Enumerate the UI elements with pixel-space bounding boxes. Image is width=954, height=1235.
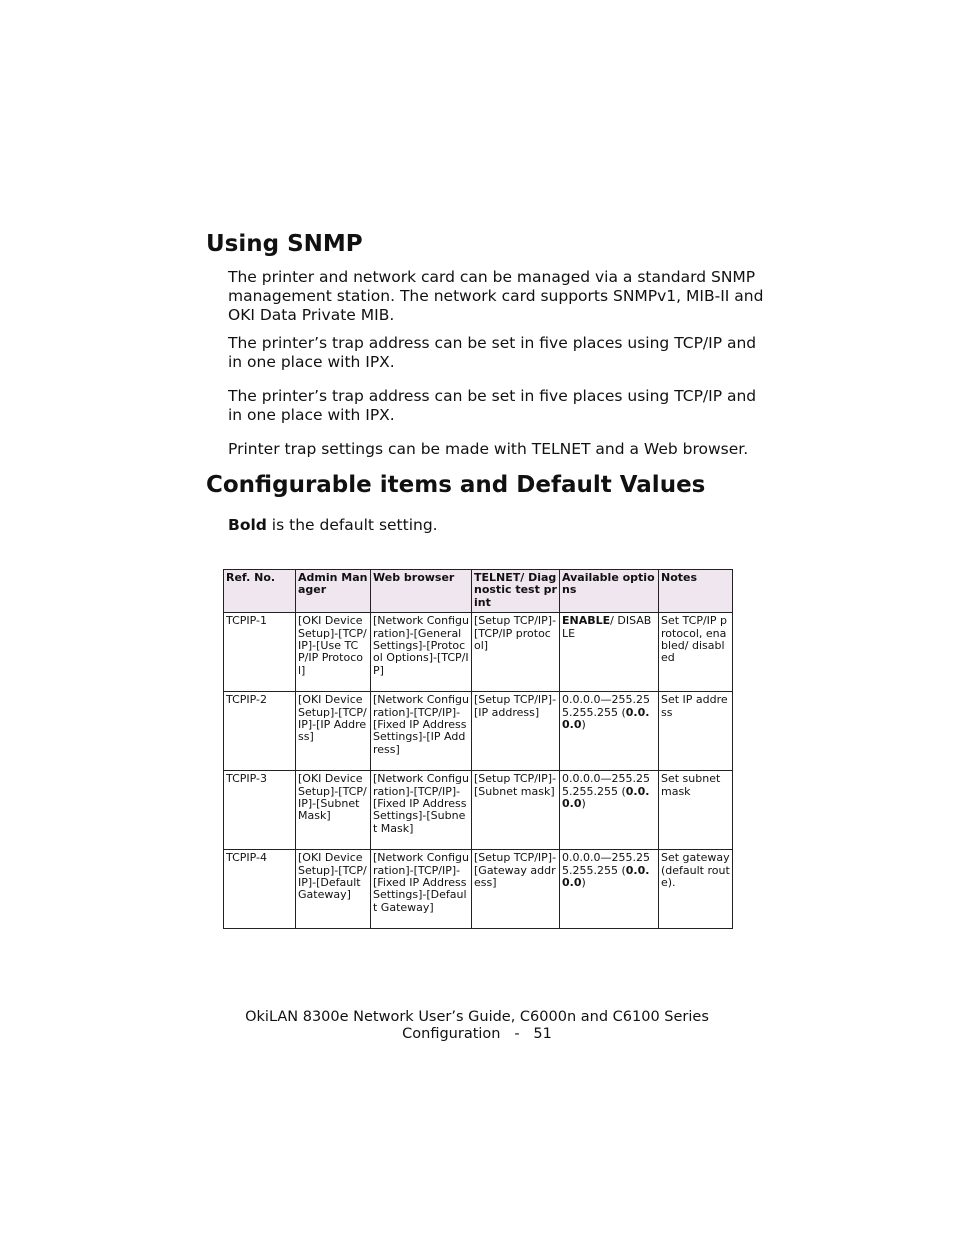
bold-label: Bold: [228, 516, 267, 534]
table-row: [224, 692, 733, 771]
table-row: [224, 771, 733, 850]
footer-page-number: Configuration - 51: [402, 1026, 552, 1042]
header-ref-no: Ref. No.: [224, 570, 296, 613]
default-setting-text: is the default setting.: [266, 516, 438, 534]
options-close: ): [581, 797, 586, 811]
options-close: ): [581, 876, 586, 890]
cell-ref: TCPIP-4: [224, 850, 296, 929]
paragraph-trap-settings: Printer trap settings can be made with TELNET and a Web browser.: [228, 440, 749, 458]
paragraph-trap-address-repeat: The printer’s trap address can be set in five places using TCP/IP and in one place with IPX.: [228, 387, 757, 424]
table-row: [224, 850, 733, 929]
options-range: 0.0.0.0—255.255.255.255 (: [562, 693, 650, 719]
options-close: ): [581, 718, 586, 732]
cell-admin: [OKI Device Setup]-[TCP/IP]-[Subnet Mask]: [296, 771, 371, 850]
options-default: 0.0.0.0: [562, 863, 650, 890]
table-row: [224, 613, 733, 692]
cell-notes: Set IP address: [659, 692, 733, 771]
cell-ref: TCPIP-2: [224, 692, 296, 771]
header-admin-manager: Admin Manager: [296, 570, 371, 613]
cell-notes: Set subnet mask: [659, 771, 733, 850]
cell-ref: TCPIP-1: [224, 613, 296, 692]
cell-ref: TCPIP-3: [224, 771, 296, 850]
cell-telnet: [Setup TCP/IP]-[TCP/IP protocol]: [472, 613, 560, 692]
footer-title: OkiLAN 8300e Network User’s Guide, C6000n and C6100 Series: [245, 1009, 709, 1025]
cell-options: [560, 613, 659, 692]
options-default: 0.0.0.0: [562, 784, 650, 811]
options-range: 0.0.0.0—255.255.255.255 (: [562, 851, 650, 877]
cell-telnet: [Setup TCP/IP]-[Gateway address]: [472, 850, 560, 929]
heading-using-snmp: Using SNMP: [206, 231, 363, 257]
options-range: 0.0.0.0—255.255.255.255 (: [562, 772, 650, 798]
cell-notes: Set TCP/IP protocol, enabled/ disabled: [659, 613, 733, 692]
options-rest: / DISABLE: [562, 614, 652, 640]
paragraph-snmp-management: The printer and network card can be managed via a standard SNMP management station. The network card supports SNMPv1, MIB-II and OKI Data Private MIB.: [228, 268, 764, 324]
options-default: 0.0.0.0: [562, 705, 650, 732]
default-setting-note: [228, 516, 768, 535]
header-web-browser: Web browser: [371, 570, 472, 613]
cell-admin: [OKI Device Setup]-[TCP/IP]-[Use TCP/IP Protocol]: [296, 613, 371, 692]
cell-admin: [OKI Device Setup]-[TCP/IP]-[IP Address]: [296, 692, 371, 771]
cell-telnet: [Setup TCP/IP]-[IP address]: [472, 692, 560, 771]
header-telnet: TELNET/ Diagnostic test print: [472, 570, 560, 613]
paragraph-trap-address: The printer’s trap address can be set in five places using TCP/IP and in one place with IPX.: [228, 334, 757, 371]
cell-web: [Network Configuration]-[TCP/IP]-[Fixed IP Address Settings]-[Default Gateway]: [371, 850, 472, 929]
cell-options: [560, 692, 659, 771]
heading-configurable-items: Configurable items and Default Values: [206, 472, 706, 498]
cell-notes: Set gateway (default route).: [659, 850, 733, 929]
cell-options: [560, 850, 659, 929]
cell-admin: [OKI Device Setup]-[TCP/IP]-[Default Gateway]: [296, 850, 371, 929]
cell-options: [560, 771, 659, 850]
cell-telnet: [Setup TCP/IP]-[Subnet mask]: [472, 771, 560, 850]
table-header-row: [224, 570, 733, 613]
cell-web: [Network Configuration]-[General Settings]-[Protocol Options]-[TCP/IP]: [371, 613, 472, 692]
options-default: ENABLE: [562, 614, 611, 628]
header-available-options: Available options: [560, 570, 659, 613]
cell-web: [Network Configuration]-[TCP/IP]-[Fixed IP Address Settings]-[IP Address]: [371, 692, 472, 771]
config-table: [223, 569, 733, 929]
cell-web: [Network Configuration]-[TCP/IP]-[Fixed IP Address Settings]-[Subnet Mask]: [371, 771, 472, 850]
header-notes: Notes: [659, 570, 733, 613]
